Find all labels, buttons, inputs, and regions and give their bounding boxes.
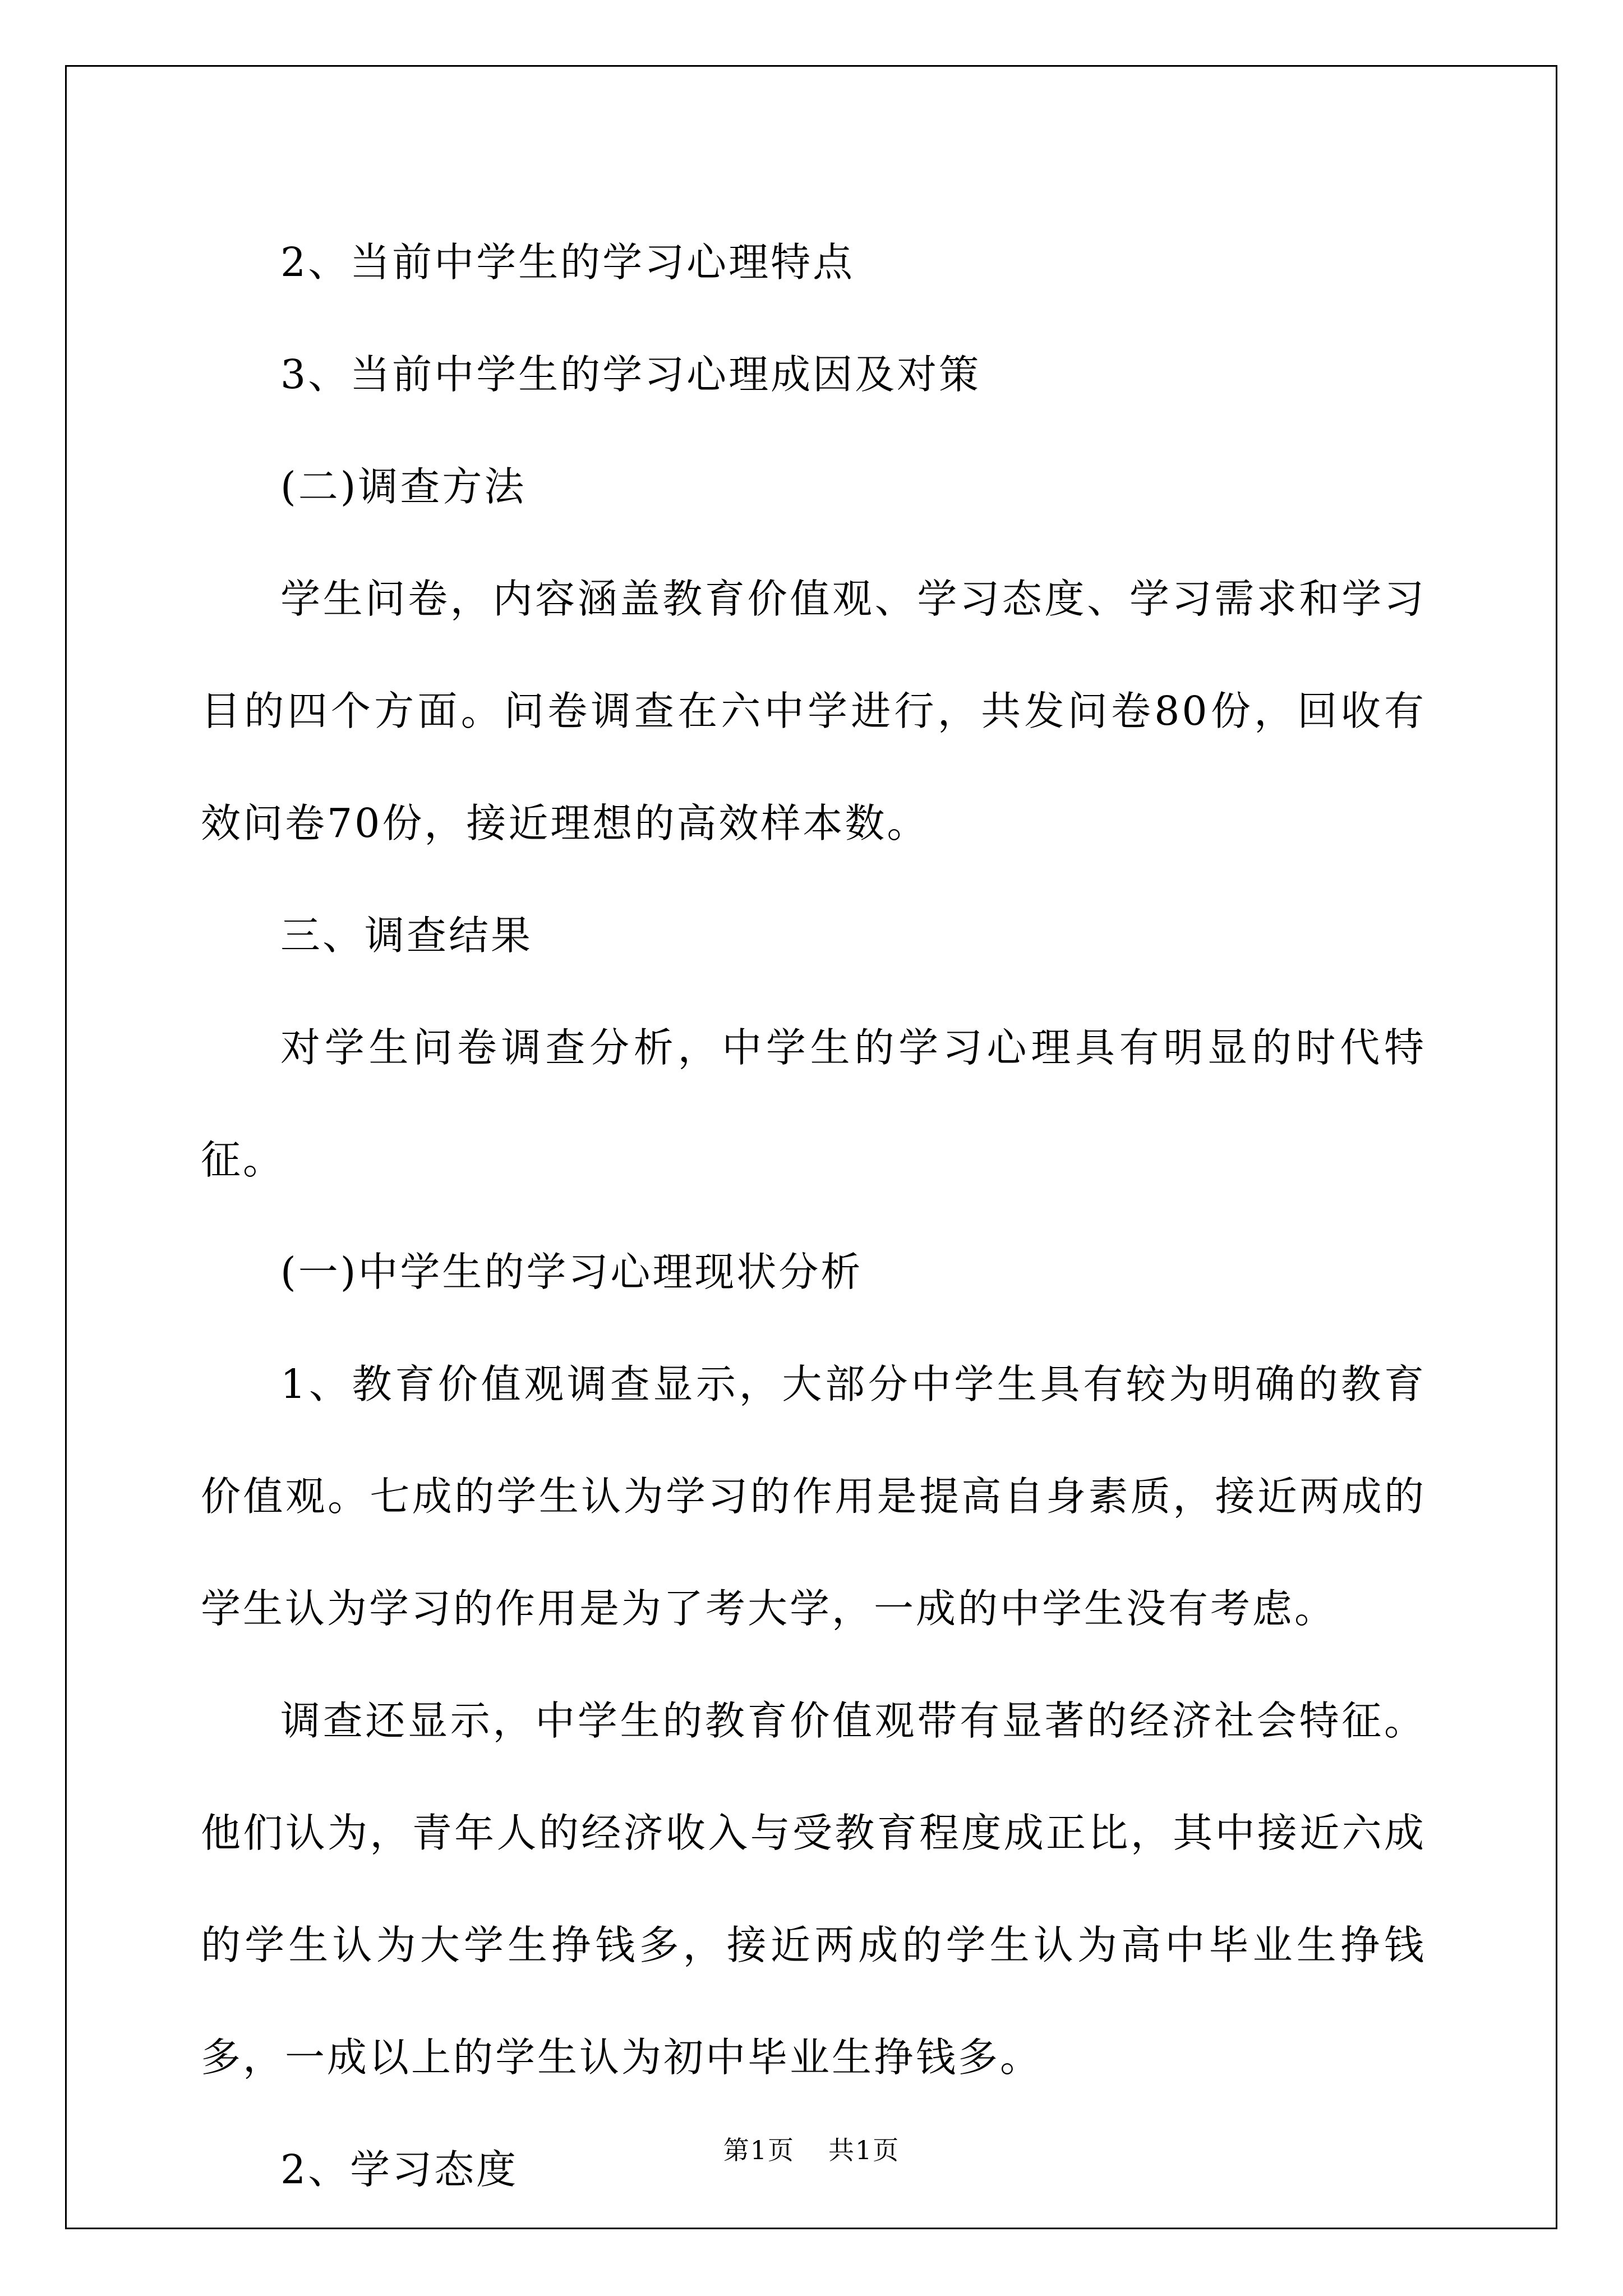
- paragraph: 2、学习态度: [280, 2146, 519, 2193]
- section-heading: (一)中学生的学习心理现状分析: [280, 1249, 863, 1295]
- paragraph: 调查还显示，中学生的教育价值观带有显著的经济社会特征。他们认为，青年人的经济收入与受教育程度成正比，其中接近六成的学生认为大学生挣钱多，接近两成的学生认为高中毕业生挣钱多，一成以上的学生认为初中毕业生挣钱多。: [201, 1697, 1426, 2081]
- section-heading: 三、调查结果: [280, 912, 533, 959]
- paragraph: 对学生问卷调查分析，中学生的学习心理具有明显的时代特征。: [201, 1024, 1426, 1183]
- page-number: 第1页: [723, 2135, 795, 2165]
- paragraph: 学生问卷，内容涵盖教育价值观、学习态度、学习需求和学习目的四个方面。问卷调查在六中学进行，共发问卷80份，回收有效问卷70份，接近理想的高效样本数。: [201, 576, 1426, 846]
- page-footer: [0, 2130, 1623, 2167]
- paragraph: 2、当前中学生的学习心理特点: [280, 239, 855, 286]
- document-body: [201, 206, 1426, 2226]
- section-heading: (二)调查方法: [280, 463, 527, 510]
- page-total: 共1页: [828, 2135, 900, 2165]
- paragraph: 1、教育价值观调查显示，大部分中学生具有较为明确的教育价值观。七成的学生认为学习的作用是提高自身素质，接近两成的学生认为学习的作用是为了考大学，一成的中学生没有考虑。: [201, 1361, 1426, 1632]
- paragraph: 3、当前中学生的学习心理成因及对策: [280, 351, 981, 398]
